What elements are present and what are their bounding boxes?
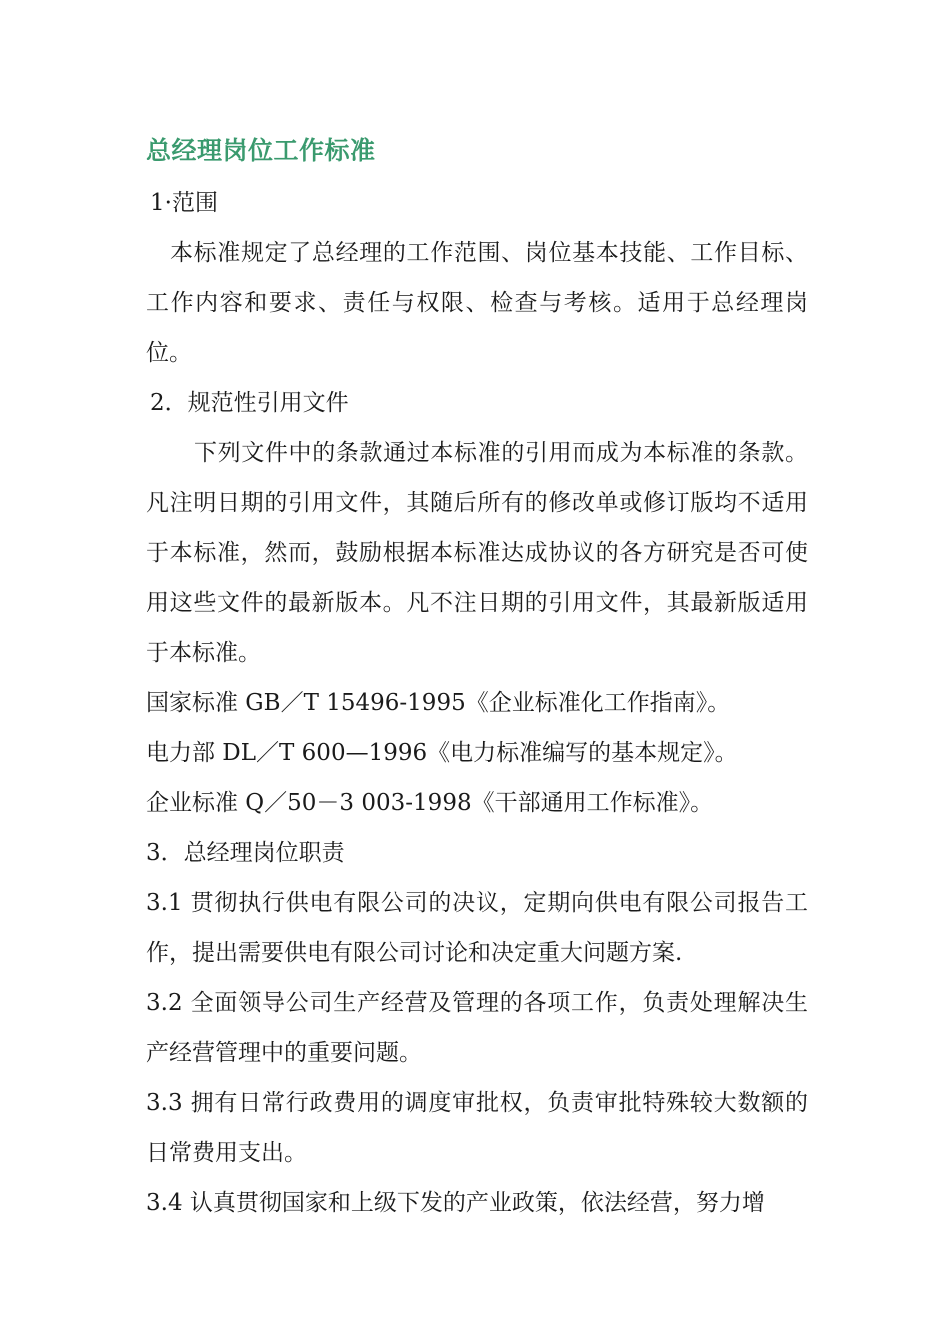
section-1-heading: 1·范围 (150, 190, 218, 216)
duty-item: 3.3 拥有日常行政费用的调度审批权，负责审批特殊较大数额的日常费用支出。 (146, 1090, 808, 1166)
duty-item: 3.1 贯彻执行供电有限公司的决议，定期向供电有限公司报告工作，提出需要供电有限公司讨论和决定重大问题方案. (146, 890, 808, 966)
section-2-body: 下列文件中的条款通过本标准的引用而成为本标准的条款。凡注明日期的引用文件，其随后所有的修改单或修订版均不适用于本标准，然而，鼓励根据本标准达成协议的各方研究是否可使用这些文件的最新版本。凡不注日期的引用文件，其最新版适用于本标准。 (146, 440, 808, 666)
section-2-heading: 2．规范性引用文件 (150, 390, 349, 416)
section-1-body: 本标准规定了总经理的工作范围、岗位基本技能、工作目标、工作内容和要求、责任与权限、检查与考核。适用于总经理岗位。 (146, 240, 808, 366)
reference-item: 电力部 DL／T 600—1996《电力标准编写的基本规定》。 (146, 740, 738, 766)
duty-item: 3.4 认真贯彻国家和上级下发的产业政策，依法经营，努力增 (146, 1190, 765, 1216)
reference-item: 企业标准 Q／50－3 003-1998《干部通用工作标准》。 (146, 790, 714, 816)
section-3-heading: 3．总经理岗位职责 (146, 840, 345, 866)
document-page (146, 128, 808, 1228)
duty-item: 3.2 全面领导公司生产经营及管理的各项工作，负责处理解决生产经营管理中的重要问题。 (146, 990, 808, 1066)
reference-item: 国家标准 GB／T 15496-1995《企业标准化工作指南》。 (146, 690, 731, 716)
document-title: 总经理岗位工作标准 (146, 136, 376, 165)
